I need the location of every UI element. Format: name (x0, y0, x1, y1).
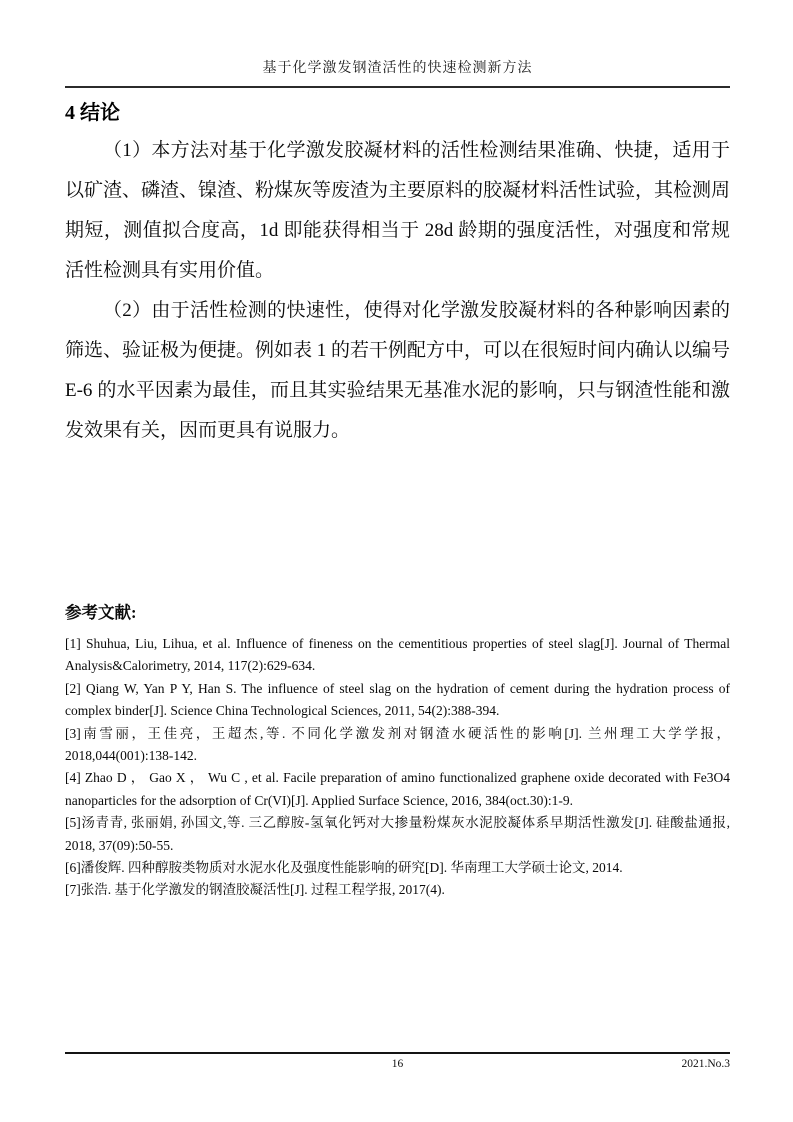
references-section (65, 600, 730, 902)
page-footer (65, 1052, 730, 1074)
reference-item-2: [2] Qiang W, Yan P Y, Han S. The influence of steel slag on the hydration of cement during the hydration process of complex binder[J]. Science China Technological Sciences, 2011, 54(2):388-394. (65, 680, 730, 719)
conclusion-body (65, 131, 730, 451)
reference-item-6: [6]潘俊辉. 四种醇胺类物质对水泥水化及强度性能影响的研究[D]. 华南理工大学硕士论文, 2014. (65, 860, 623, 876)
references-heading: 参考文献: (65, 603, 137, 622)
page-number: 16 (391, 1058, 404, 1070)
reference-item-4: [4] Zhao D ， Gao X ， Wu C , et al. Facile preparation of amino functionalized graphene oxide decorated with Fe3O4 nanoparticles for the adsorption of Cr(VI)[J]. Applied Surface Science, 2016, 384(oct.30):1-9. (65, 770, 730, 808)
conclusion-paragraph-2: （2）由于活性检测的快速性，使得对化学激发胶凝材料的各种影响因素的筛选、验证极为便捷。例如表 1 的若干例配方中，可以在很短时间内确认以编号 E-6 的水平因素为最佳，而且其实验结果无基准水泥的影响，只与钢渣性能和激发效果有关，因而更具有说服力。 (65, 300, 731, 441)
reference-item-3: [3]南雪丽，王佳亮，王超杰,等. 不同化学激发剂对钢渣水硬活性的影响[J]. 兰州理工大学学报，2018,044(001):138-142. (65, 725, 730, 764)
reference-item-1: [1] Shuhua, Liu, Lihua, et al. Influence of fineness on the cementitious properties of steel slag[J]. Journal of Thermal Analysis&Calorimetry, 2014, 117(2):629-634. (65, 636, 730, 674)
footer-row (65, 1058, 730, 1074)
section-heading: 4 结论 (65, 102, 120, 124)
page-header (65, 60, 730, 88)
reference-item-7: [7]张浩. 基于化学激发的钢渣胶凝活性[J]. 过程工程学报, 2017(4). (65, 882, 445, 898)
issue-number: 2021.No.3 (681, 1058, 730, 1070)
footer-rule (65, 1052, 730, 1054)
reference-item-5: [5]汤青青, 张丽娟, 孙国文,等. 三乙醇胺-氢氧化钙对大掺量粉煤灰水泥胶凝体系早期活性激发[J]. 硅酸盐通报, 2018, 37(09):50-55. (65, 815, 730, 853)
running-title: 基于化学激发钢渣活性的快速检测新方法 (65, 60, 730, 88)
conclusion-paragraph-1: （1）本方法对基于化学激发胶凝材料的活性检测结果准确、快捷，适用于以矿渣、磷渣、镍渣、粉煤灰等废渣为主要原料的胶凝材料活性试验，其检测周期短，测值拟合度高，1d 即能获得相当于 28d 龄期的强度活性，对强度和常规活性检测具有实用价值。 (65, 140, 731, 281)
